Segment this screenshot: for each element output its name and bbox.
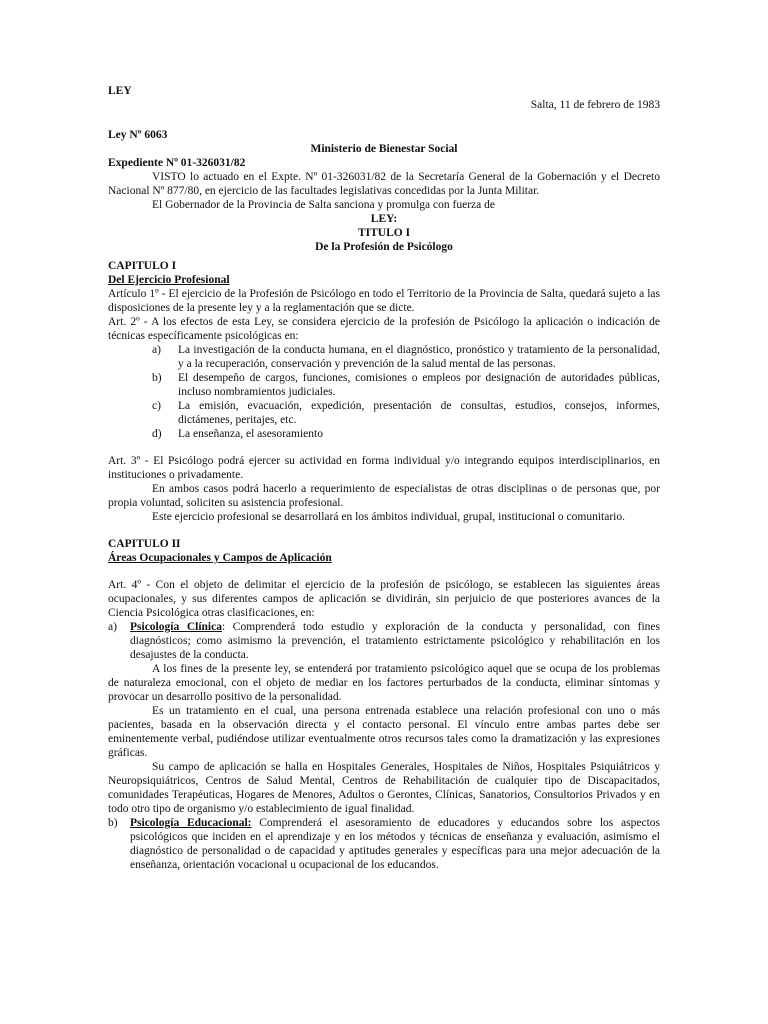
ministry-heading: Ministerio de Bienestar Social bbox=[310, 143, 458, 155]
law-number: Ley Nº 6063 bbox=[108, 129, 168, 141]
article-3-paragraph-3: Este ejercicio profesional se desarrollará en los ámbitos individual, grupal, institucional o comunitario. bbox=[152, 511, 625, 523]
title-heading: TITULO I bbox=[357, 227, 411, 239]
document-date: Salta, 11 de febrero de 1983 bbox=[530, 99, 660, 111]
chapter-2-subheading: Áreas Ocupacionales y Campos de Aplicación bbox=[108, 552, 332, 564]
list-item-text: La investigación de la conducta humana, en el diagnóstico, pronóstico y tratamiento de la personalidad, y a la recuperación, conservación y prevención de la salud mental de las personas. bbox=[178, 344, 660, 370]
article-2: Art. 2º - A los efectos de esta Ley, se considera ejercicio de la profesión de Psicólogo la aplicación o indicación de técnicas específicamente psicológicas en: bbox=[108, 316, 660, 342]
article-4: Art. 4º - Con el objeto de delimitar el ejercicio de la profesión de psicólogo, se establecen las siguientes áreas ocupacionales, y sus diferentes campos de aplicación se dividirán, sin perjuicio de que posteriores avances de la Ciencia Psicológica otras clasificaciones, en: bbox=[108, 579, 660, 619]
clinica-paragraph-3: Es un tratamiento en el cual, una persona entrenada establece una relación profesional con uno o más pacientes, basada en la observación directa y el contacto personal. El vínculo entre ambas partes debe ser eminentemente verbal, pudiéndose utilizar eventualmente otros recursos tales como la dramatización y las expresiones gráficas. bbox=[108, 705, 660, 759]
list-item-text: La emisión, evacuación, expedición, presentación de consultas, estudios, consejos, informes, dictámenes, peritajes, etc. bbox=[178, 400, 660, 426]
area-title-clinica: Psicología Clínica bbox=[130, 621, 222, 633]
list-item bbox=[108, 427, 660, 441]
list-item bbox=[108, 399, 660, 427]
chapter-1-subheading: Del Ejercicio Profesional bbox=[108, 274, 230, 286]
chapter-1-heading: CAPITULO I bbox=[108, 260, 177, 272]
area-title-educacional: Psicología Educacional: bbox=[130, 817, 252, 829]
list-item bbox=[108, 620, 660, 662]
article-3: Art. 3º - El Psicólogo podrá ejercer su actividad en forma individual y/o integrando equipos interdisciplinarios, en instituciones o privadamente. bbox=[108, 455, 660, 481]
file-number: Expediente Nº 01-326031/82 bbox=[108, 157, 246, 169]
chapter-2-heading: CAPITULO II bbox=[108, 538, 181, 550]
clinica-paragraph-4: Su campo de aplicación se halla en Hospitales Generales, Hospitales de Niños, Hospitales Psiquiátricos y Neuropsiquiátricos, Centros de Salud Mental, Centros de Rehabilitación de cualquier tipo de Discapacitados, comunidades Terapéuticas, Hogares de Menores, Adultos o Gerontes, Clínicas, Sanatorios, Consultorios Privados y en todo otro tipo de organismo y/o establecimiento de igual finalidad. bbox=[108, 761, 660, 815]
governor-paragraph: El Gobernador de la Provincia de Salta sanciona y promulga con fuerza de bbox=[152, 199, 495, 211]
document-page bbox=[108, 84, 660, 872]
list-item-text: El desempeño de cargos, funciones, comisiones o empleos por designación de autoridades públicas, incluso nombramientos judiciales. bbox=[178, 372, 660, 398]
list-item-marker: a) bbox=[108, 621, 117, 633]
list-item-marker: d) bbox=[152, 428, 162, 440]
clinica-paragraph-2: A los fines de la presente ley, se entenderá por tratamiento psicológico aquel que se ocupa de los problemas de naturaleza emocional, con el objeto de mediar en los factores perturbados de la conducta, eliminar síntomas y provocar un desarrollo positivo de la personalidad. bbox=[108, 663, 660, 703]
list-item bbox=[108, 343, 660, 371]
law-heading: LEY: bbox=[370, 213, 398, 225]
list-item-marker: b) bbox=[108, 817, 118, 829]
article-1: Artículo 1º - El ejercicio de la Profesión de Psicólogo en todo el Territorio de la Provincia de Salta, quedará sujeto a las disposiciones de la presente ley y a la reglamentación que se dicte. bbox=[108, 288, 660, 314]
list-item-text: La enseñanza, el asesoramiento bbox=[178, 428, 323, 440]
list-item bbox=[108, 816, 660, 872]
area-text-educacional: Comprenderá el asesoramiento de educadores y educandos sobre los aspectos psicológicos que inciden en el aprendizaje y en los métodos y técnicas de enseñanza y evaluación, asimismo el diagnóstico de personalidad o de capacidad y aptitudes generales y específicas para una mejor adecuación de la enseñanza, orientación vocacional u ocupacional de los educandos. bbox=[130, 817, 660, 871]
list-item-marker: c) bbox=[152, 400, 161, 412]
document-type-label: LEY bbox=[108, 85, 132, 97]
list-item-marker: b) bbox=[152, 372, 162, 384]
area-text-clinica: : Comprenderá todo estudio y exploración de la conducta y personalidad, con fines diagnósticos; como asimismo la prevención, el tratamiento estrictamente psicológico y rehabilitación en los desajustes de la conducta. bbox=[130, 621, 660, 661]
article-3-paragraph-2: En ambos casos podrá hacerlo a requerimiento de especialistas de otras disciplinas o de personas que, por propia voluntad, soliciten su asistencia profesional. bbox=[108, 483, 660, 509]
list-item bbox=[108, 371, 660, 399]
visto-paragraph: VISTO lo actuado en el Expte. Nº 01-326031/82 de la Secretaría General de la Gobernación y el Decreto Nacional Nº 877/80, en ejercicio de las facultades legislativas concedidas por la Junta Militar. bbox=[108, 171, 660, 197]
title-subheading: De la Profesión de Psicólogo bbox=[315, 241, 453, 253]
list-item-marker: a) bbox=[152, 344, 161, 356]
